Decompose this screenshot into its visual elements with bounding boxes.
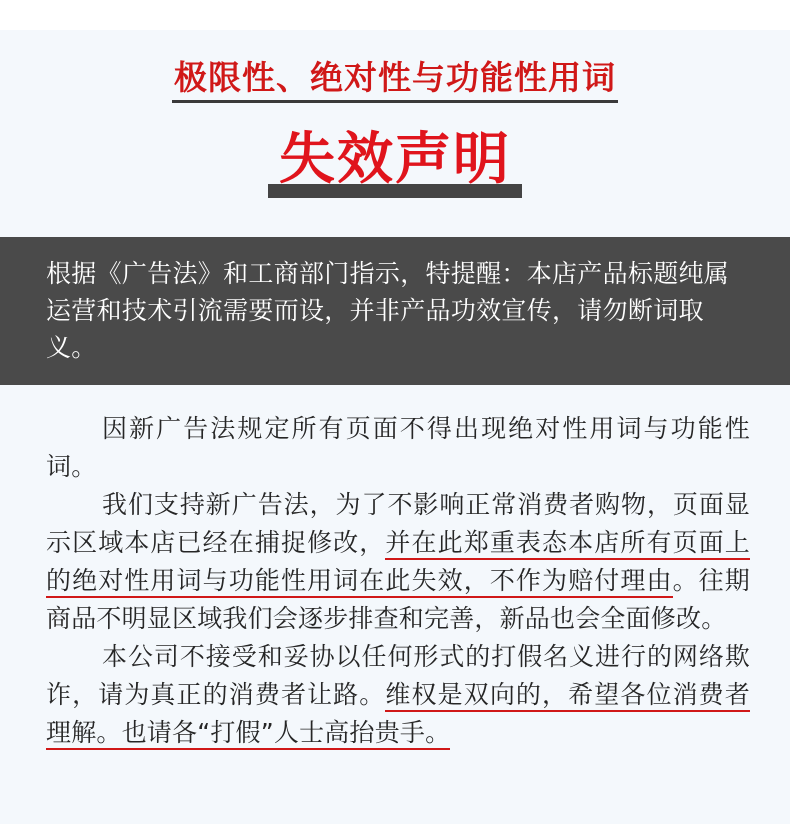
notice-banner — [0, 237, 790, 385]
page-title: 失效声明 — [279, 127, 511, 192]
paragraph-2-highlight: 并在此郑重表态本店所有页面上的绝对性用词与功能性用词在此失效，不作为赔付理由 — [46, 528, 750, 598]
paragraph-3 — [46, 638, 750, 752]
subtitle-heading: 极限性、绝对性与功能性用词 — [172, 58, 618, 103]
notice-text: 根据《广告法》和工商部门指示，特提醒：本店产品标题纯属运营和技术引流需要而设，并非产品功效宣传，请勿断词取义。 — [46, 259, 730, 362]
paragraph-2-end: 。往期商品不明显区域我们会逐步排查和完善，新品也会全面修改。 — [46, 566, 750, 633]
top-margin — [0, 0, 790, 30]
title-block — [268, 128, 522, 198]
title-section — [0, 128, 790, 202]
paragraph-2 — [46, 486, 750, 638]
paragraph-3-highlight: 维权是双向的，希望各位消费者理解。也请各“打假”人士高抬贵手。 — [46, 680, 750, 750]
statement-body — [46, 410, 750, 752]
paragraph-3-start: 本公司不接受和妥协以任何形式的打假名义进行的网络欺诈，请为真正的消费者让路。 — [46, 642, 750, 709]
subtitle-section — [0, 58, 790, 103]
paragraph-1 — [46, 410, 750, 486]
paragraph-1-text: 因新广告法规定所有页面不得出现绝对性用词与功能性词。 — [46, 414, 750, 481]
paragraph-2-start: 我们支持新广告法，为了不影响正常消费者购物，页面显示区域本店已经在捕捉修改， — [46, 490, 750, 557]
